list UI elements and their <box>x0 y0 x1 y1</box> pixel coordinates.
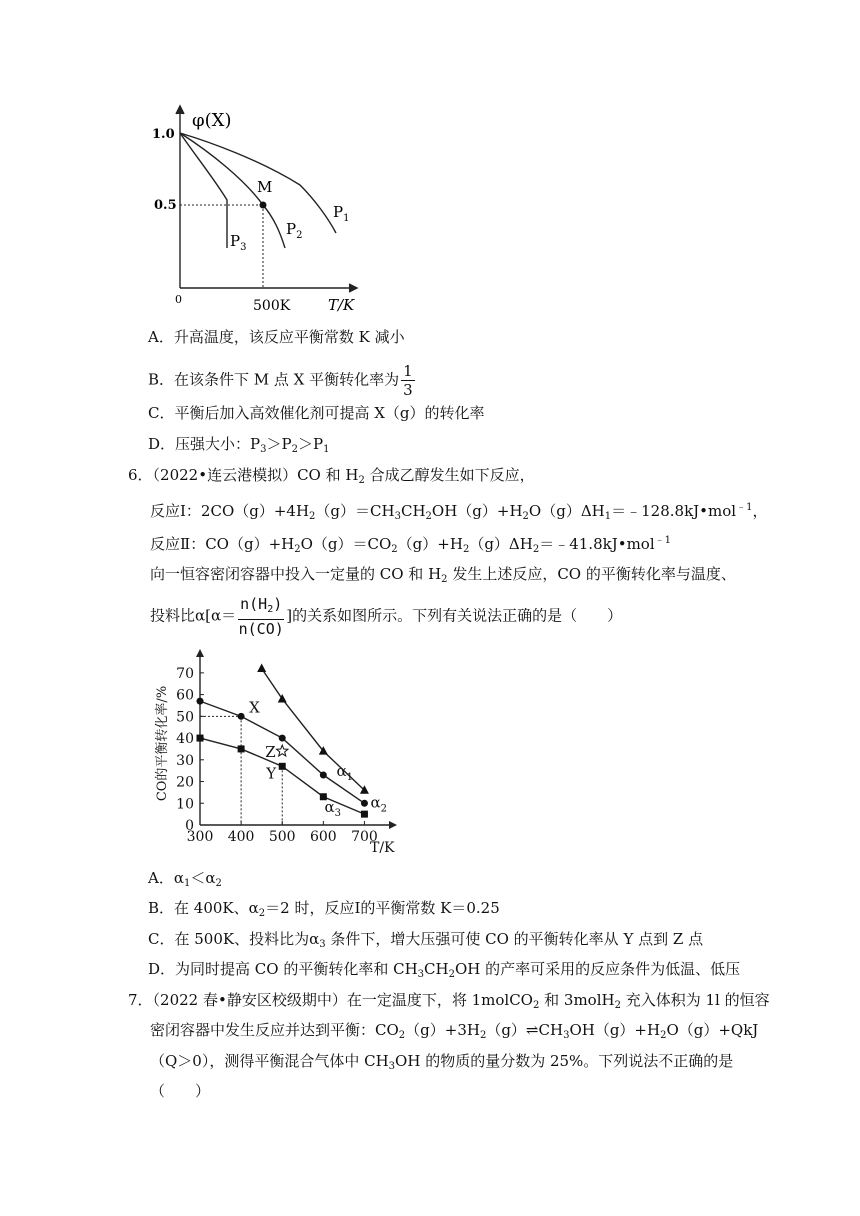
marker-square <box>238 745 245 752</box>
x-tick-label: 300 <box>186 829 214 845</box>
fraction-alpha: $\frac{n(H_2)}{n(CO)}$ <box>238 595 284 638</box>
marker-circle <box>197 698 204 705</box>
y-tick-label: 30 <box>176 752 194 769</box>
y-axis-arrow <box>196 649 204 657</box>
q6-option-b: B．在 400K、$\alpha_2=2$ 时，反应Ⅰ的平衡常数 K＝0.25 <box>148 899 500 919</box>
x-tick-label: 400 <box>227 829 255 845</box>
q6-option-d: D．为同时提高 CO 的平衡转化率和 $CH_3CH_2OH$ 的产率可采用的反应条件为低温、低压 <box>148 960 741 980</box>
chart-co-conversion <box>150 645 410 860</box>
q7-line-2: 密闭容器中发生反应并达到平衡：$CO_2(g)+3H_2(g)\rightleftharpoons CH_3OH(g)+H_2O(g)+QkJ$ <box>150 1021 759 1041</box>
point-m-label: M <box>257 178 273 196</box>
q7-line-3: （Q＞0），测得平衡混合气体中 $CH_3OH$ 的物质的量分数为 25%。下列说法不正确的是 <box>150 1052 734 1072</box>
y-tick-label: 20 <box>176 774 194 791</box>
q6-option-c: C．在 500K、投料比为$\alpha_3$ 条件下，增大压强可使 CO 的平衡转化率从 Y 点到 Z 点 <box>148 930 704 950</box>
frac-alpha-den: n(CO) <box>238 620 284 638</box>
y-axis-arrow <box>176 106 184 114</box>
x-tick-label: 600 <box>309 829 337 845</box>
label-p3: $P_3$ <box>230 232 247 253</box>
x-axis-arrow <box>389 821 397 829</box>
point-m <box>260 202 267 209</box>
series-label-1: $\alpha_1$ <box>336 762 353 784</box>
y-tick-label: 40 <box>176 731 194 748</box>
q6-reaction-1: 反应Ⅰ：$2CO(g)+4H_2(g)=CH_3CH_2OH(g)+H_2O(g)\Delta H_1=﹣128.8kJ•mol^{﹣1}$， <box>150 502 768 522</box>
q7-line-4: （ ） <box>150 1082 211 1100</box>
chart1-xtick: 500K <box>253 298 291 314</box>
chart1-ytick-top: 1.0 <box>152 127 175 142</box>
label-p2: $P_2$ <box>286 220 303 241</box>
marker-circle <box>279 735 286 742</box>
marker-triangle <box>257 664 266 673</box>
series-label-3: $\alpha_3$ <box>324 798 341 820</box>
y-tick-label: 10 <box>176 796 194 813</box>
q6-option-a: A．$\alpha_1<\alpha_2$ <box>148 869 222 889</box>
y-tick-label: 60 <box>176 687 194 704</box>
marker-circle <box>361 800 368 807</box>
series-label-2: $\alpha_2$ <box>370 793 387 815</box>
curve-p3 <box>180 133 227 248</box>
marker-circle <box>320 772 327 779</box>
y-tick-label: 50 <box>176 709 194 726</box>
marker-square <box>197 735 204 742</box>
q6-reaction-2: 反应Ⅱ：$CO(g)+H_2O(g)=CO_2(g)+H_2(g)\Delta H_2=﹣41.8kJ•mol^{﹣1}$ <box>150 535 671 555</box>
q5-option-a: A．升高温度，该反应平衡常数 K 减小 <box>148 328 405 346</box>
q5-option-b <box>148 362 417 399</box>
annotation-y: Y <box>266 764 277 783</box>
q5-option-c: C．平衡后加入高效催化剂可提高 X（g）的转化率 <box>148 404 485 422</box>
q6-desc-2-pre: 投料比α[α＝ <box>150 606 237 625</box>
chart1-origin: 0 <box>175 293 182 306</box>
chart1-xlabel: T/K <box>328 296 355 314</box>
frac-num: 1 <box>403 362 413 380</box>
y-tick-label: 70 <box>176 665 194 682</box>
q6-desc-2-post: ]的关系如图所示。下列有关说法正确的是（ ） <box>286 606 623 625</box>
q6-desc-2 <box>150 595 622 638</box>
x-tick-label: 700 <box>351 829 378 845</box>
annotation-x: X <box>249 698 260 717</box>
marker-square <box>279 763 286 770</box>
x-axis-arrow <box>349 284 357 292</box>
chart-phi-x <box>150 100 380 315</box>
q5-option-b-text: B．在该条件下 M 点 X 平衡转化率为 <box>148 370 400 389</box>
chart1-ylabel: φ(X) <box>192 110 232 131</box>
fraction-one-third <box>401 362 415 399</box>
q7-line-1: 7．（2022 春•静安区校级期中）在一定温度下，将 1molCO$_2$ 和 3molH$_2$ 充入体积为 1l 的恒容 <box>128 991 770 1011</box>
frac-den: 3 <box>403 381 413 399</box>
marker-circle <box>238 713 245 720</box>
q6-stem: 6．（2022•连云港模拟）CO 和 $H_2$ 合成乙醇发生如下反应， <box>128 466 535 486</box>
x-axis-label: T/K <box>370 840 395 856</box>
q5-option-d: D．压强大小：$P_3>P_2>P_1$ <box>148 435 330 455</box>
x-tick-label: 500 <box>268 829 296 845</box>
chart1-ytick-mid: 0.5 <box>154 198 177 213</box>
y-tick-label: 0 <box>185 818 194 834</box>
marker-square <box>361 811 368 818</box>
q6-desc-1: 向一恒容密闭容器中投入一定量的 CO 和 $H_2$ 发生上述反应，CO 的平衡转化率与温度、 <box>150 565 736 585</box>
label-p1: $P_1$ <box>333 203 350 224</box>
marker-star-z <box>277 745 288 756</box>
annotation-z: Z <box>265 743 276 762</box>
y-axis-label: CO的平衡转化率/% <box>155 685 170 802</box>
